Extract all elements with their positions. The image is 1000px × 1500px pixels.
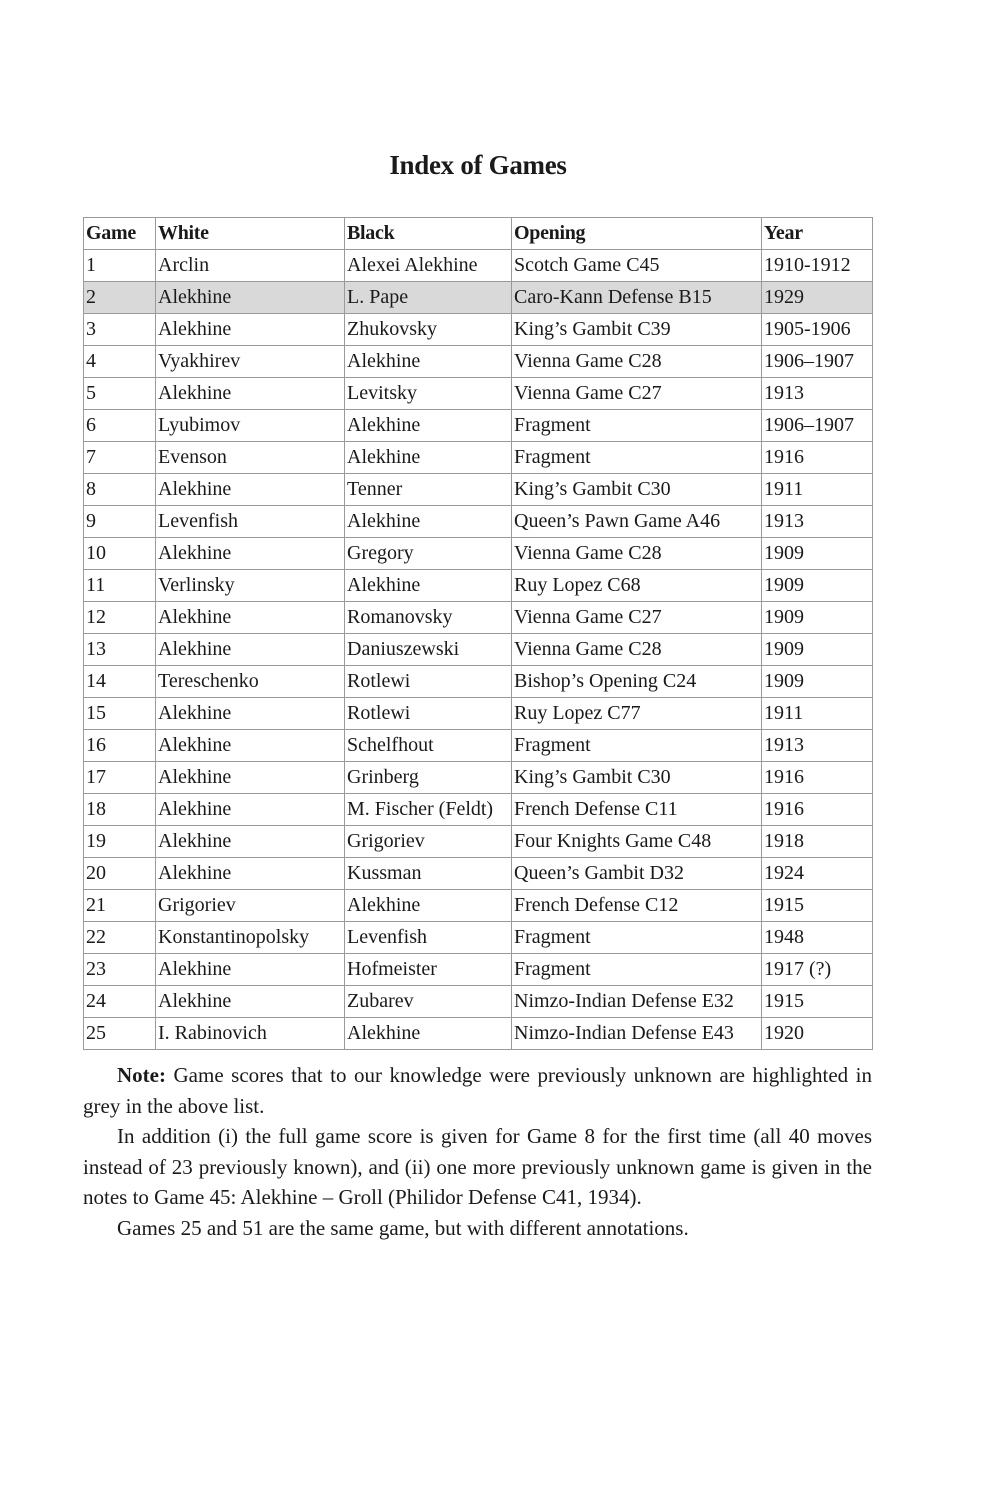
cell-black: Romanovsky [345, 602, 512, 634]
cell-black: Alekhine [345, 1018, 512, 1050]
cell-white: Konstantinopolsky [156, 922, 345, 954]
cell-game: 14 [84, 666, 156, 698]
header-game: Game [84, 218, 156, 250]
cell-game: 25 [84, 1018, 156, 1050]
cell-year: 1909 [762, 538, 873, 570]
cell-white: Evenson [156, 442, 345, 474]
cell-white: Alekhine [156, 634, 345, 666]
cell-black: L. Pape [345, 282, 512, 314]
cell-opening: King’s Gambit C30 [512, 474, 762, 506]
cell-opening: Fragment [512, 922, 762, 954]
note-label: Note: [117, 1063, 166, 1087]
cell-year: 1917 (?) [762, 954, 873, 986]
cell-game: 11 [84, 570, 156, 602]
table-row [84, 826, 873, 858]
cell-black: Alekhine [345, 570, 512, 602]
cell-black: Grinberg [345, 762, 512, 794]
cell-white: Alekhine [156, 762, 345, 794]
cell-opening: King’s Gambit C30 [512, 762, 762, 794]
table-row [84, 890, 873, 922]
table-row [84, 346, 873, 378]
cell-white: Alekhine [156, 538, 345, 570]
cell-game: 22 [84, 922, 156, 954]
cell-white: Alekhine [156, 474, 345, 506]
cell-opening: Vienna Game C27 [512, 378, 762, 410]
cell-black: Zhukovsky [345, 314, 512, 346]
cell-black: Rotlewi [345, 666, 512, 698]
cell-white: Lyubimov [156, 410, 345, 442]
cell-year: 1913 [762, 730, 873, 762]
cell-game: 10 [84, 538, 156, 570]
table-row [84, 506, 873, 538]
cell-opening: Fragment [512, 410, 762, 442]
cell-game: 7 [84, 442, 156, 474]
notes-section [83, 1060, 872, 1243]
table-row [84, 730, 873, 762]
cell-opening: Vienna Game C28 [512, 346, 762, 378]
cell-opening: King’s Gambit C39 [512, 314, 762, 346]
cell-game: 23 [84, 954, 156, 986]
cell-game: 13 [84, 634, 156, 666]
table-row [84, 762, 873, 794]
cell-black: Alekhine [345, 506, 512, 538]
table-row [84, 986, 873, 1018]
cell-white: Alekhine [156, 826, 345, 858]
cell-opening: Four Knights Game C48 [512, 826, 762, 858]
cell-year: 1915 [762, 986, 873, 1018]
cell-white: Grigoriev [156, 890, 345, 922]
header-black: Black [345, 218, 512, 250]
cell-opening: Queen’s Gambit D32 [512, 858, 762, 890]
cell-black: Alekhine [345, 410, 512, 442]
cell-opening: Nimzo-Indian Defense E32 [512, 986, 762, 1018]
cell-year: 1920 [762, 1018, 873, 1050]
cell-game: 2 [84, 282, 156, 314]
cell-opening: Fragment [512, 442, 762, 474]
table-row [84, 570, 873, 602]
cell-year: 1906–1907 [762, 410, 873, 442]
table-row [84, 1018, 873, 1050]
cell-year: 1913 [762, 378, 873, 410]
cell-year: 1929 [762, 282, 873, 314]
cell-opening: Nimzo-Indian Defense E43 [512, 1018, 762, 1050]
cell-year: 1909 [762, 666, 873, 698]
note-paragraph [83, 1060, 872, 1121]
cell-game: 19 [84, 826, 156, 858]
cell-game: 5 [84, 378, 156, 410]
cell-white: Alekhine [156, 858, 345, 890]
cell-game: 6 [84, 410, 156, 442]
cell-black: Alekhine [345, 346, 512, 378]
cell-black: Alekhine [345, 890, 512, 922]
cell-opening: Vienna Game C28 [512, 538, 762, 570]
cell-white: Vyakhirev [156, 346, 345, 378]
cell-game: 4 [84, 346, 156, 378]
cell-opening: French Defense C12 [512, 890, 762, 922]
note-text: Game scores that to our knowledge were previously unknown are highlighted in grey in the above list. [83, 1063, 872, 1118]
table-row [84, 794, 873, 826]
table-row [84, 858, 873, 890]
cell-year: 1916 [762, 762, 873, 794]
cell-year: 1906–1907 [762, 346, 873, 378]
cell-black: Zubarev [345, 986, 512, 1018]
cell-game: 3 [84, 314, 156, 346]
table-header-row [84, 218, 873, 250]
cell-black: Levitsky [345, 378, 512, 410]
cell-black: Alekhine [345, 442, 512, 474]
cell-game: 8 [84, 474, 156, 506]
cell-white: Verlinsky [156, 570, 345, 602]
cell-white: Alekhine [156, 698, 345, 730]
cell-game: 20 [84, 858, 156, 890]
cell-year: 1910-1912 [762, 250, 873, 282]
cell-black: Alexei Alekhine [345, 250, 512, 282]
cell-black: Hofmeister [345, 954, 512, 986]
table-row [84, 634, 873, 666]
cell-opening: Scotch Game C45 [512, 250, 762, 282]
cell-black: Tenner [345, 474, 512, 506]
cell-white: Alekhine [156, 602, 345, 634]
addition-paragraph: In addition (i) the full game score is given for Game 8 for the first time (all 40 moves instead of 23 previously known), and (ii) one more previously unknown game is given in the notes to Game 45: Alekhine – Groll (Philidor Defense C41, 1934). [83, 1124, 872, 1209]
cell-year: 1905-1906 [762, 314, 873, 346]
cell-opening: Bishop’s Opening C24 [512, 666, 762, 698]
cell-opening: Vienna Game C28 [512, 634, 762, 666]
table-row [84, 666, 873, 698]
cell-opening: Ruy Lopez C77 [512, 698, 762, 730]
table-row [84, 442, 873, 474]
cell-white: Alekhine [156, 282, 345, 314]
cell-white: Alekhine [156, 986, 345, 1018]
table-row [84, 922, 873, 954]
cell-opening: French Defense C11 [512, 794, 762, 826]
cell-game: 12 [84, 602, 156, 634]
table-row [84, 474, 873, 506]
cell-black: Kussman [345, 858, 512, 890]
cell-game: 24 [84, 986, 156, 1018]
cell-year: 1911 [762, 698, 873, 730]
header-year: Year [762, 218, 873, 250]
cell-game: 9 [84, 506, 156, 538]
cell-game: 16 [84, 730, 156, 762]
table-row [84, 954, 873, 986]
cell-black: Schelfhout [345, 730, 512, 762]
table-row [84, 250, 873, 282]
cell-black: Grigoriev [345, 826, 512, 858]
cell-game: 17 [84, 762, 156, 794]
cell-year: 1948 [762, 922, 873, 954]
cell-white: Alekhine [156, 730, 345, 762]
cell-year: 1911 [762, 474, 873, 506]
cell-opening: Queen’s Pawn Game A46 [512, 506, 762, 538]
cell-game: 21 [84, 890, 156, 922]
cell-black: M. Fischer (Feldt) [345, 794, 512, 826]
cell-year: 1909 [762, 634, 873, 666]
cell-game: 15 [84, 698, 156, 730]
cell-white: I. Rabinovich [156, 1018, 345, 1050]
table-body [84, 250, 873, 1050]
table-row [84, 378, 873, 410]
cell-opening: Vienna Game C27 [512, 602, 762, 634]
cell-black: Levenfish [345, 922, 512, 954]
cell-year: 1915 [762, 890, 873, 922]
table-row [84, 602, 873, 634]
cell-year: 1918 [762, 826, 873, 858]
cell-game: 1 [84, 250, 156, 282]
cell-opening: Caro-Kann Defense B15 [512, 282, 762, 314]
table-row [84, 314, 873, 346]
cell-year: 1909 [762, 602, 873, 634]
same-game-paragraph: Games 25 and 51 are the same game, but with different annotations. [117, 1215, 689, 1240]
cell-white: Tereschenko [156, 666, 345, 698]
cell-opening: Ruy Lopez C68 [512, 570, 762, 602]
table-row [84, 410, 873, 442]
cell-year: 1913 [762, 506, 873, 538]
cell-white: Levenfish [156, 506, 345, 538]
cell-black: Rotlewi [345, 698, 512, 730]
cell-white: Alekhine [156, 794, 345, 826]
table-row [84, 698, 873, 730]
cell-year: 1924 [762, 858, 873, 890]
header-white: White [156, 218, 345, 250]
table-row [84, 282, 873, 314]
cell-white: Alekhine [156, 314, 345, 346]
cell-opening: Fragment [512, 730, 762, 762]
cell-year: 1916 [762, 442, 873, 474]
cell-opening: Fragment [512, 954, 762, 986]
cell-black: Gregory [345, 538, 512, 570]
cell-game: 18 [84, 794, 156, 826]
cell-white: Alekhine [156, 954, 345, 986]
cell-white: Arclin [156, 250, 345, 282]
table-row [84, 538, 873, 570]
header-opening: Opening [512, 218, 762, 250]
page-title: Index of Games [389, 150, 567, 180]
cell-year: 1916 [762, 794, 873, 826]
cell-white: Alekhine [156, 378, 345, 410]
cell-year: 1909 [762, 570, 873, 602]
cell-black: Daniuszewski [345, 634, 512, 666]
games-index-table [83, 217, 873, 1050]
